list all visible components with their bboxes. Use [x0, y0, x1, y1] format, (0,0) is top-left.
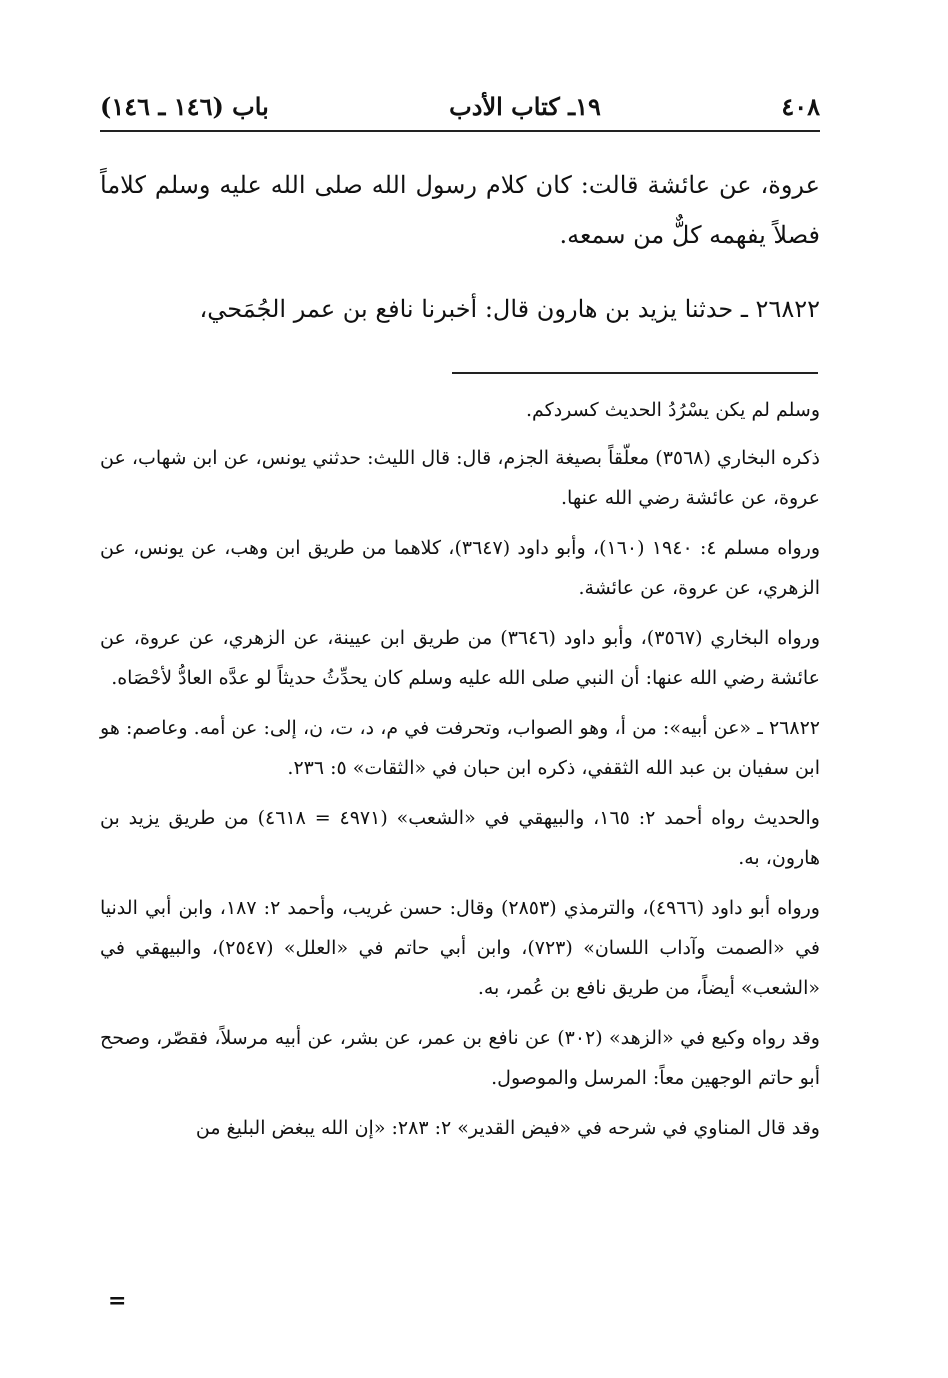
footnote-line: ورواه البخاري (٣٥٦٧)، وأبو داود (٣٦٤٦) من طريق ابن عيينة، عن الزهري، عن عروة، عن عائشة رضي الله عنها: أن النبي صلى الله عليه وسلم كان يحدِّثُ حديثاً لو عدَّه العادُّ لأحْصَاه. — [100, 627, 821, 689]
page-number: ٤٠٨ — [781, 91, 820, 121]
main-paragraph: عروة، عن عائشة قالت: كان كلام رسول الله صلى الله عليه وسلم كلاماً فصلاً يفهمه كلٌّ من سمعه. — [100, 171, 820, 249]
continuation-mark: = — [108, 1288, 127, 1314]
footnotes — [100, 390, 820, 1158]
footnote-line: وقد قال المناوي في شرحه في «فيض القدير» ٢: ٢٨٣: «إن الله يبغض البليغ من — [195, 1117, 820, 1139]
section-range: باب (١٤٦ ـ ١٤٦) — [100, 91, 269, 121]
footnote-line: وسلم لم يكن يسْرُدُ الحديث كسردكم. — [525, 399, 820, 421]
footnote-divider — [452, 372, 818, 374]
footnote-line: وقد رواه وكيع في «الزهد» (٣٠٢) عن نافع بن عمر، عن بشر، عن أبيه مرسلاً، فقصّر، وصحح أبو حاتم الوجهين معاً: المرسل والموصول. — [100, 1027, 820, 1089]
footnote-line: ورواه أبو داود (٤٩٦٦)، والترمذي (٢٨٥٣) وقال: حسن غريب، وأحمد ٢: ١٨٧، وابن أبي الدنيا في «الصمت وآداب اللسان» (٧٢٣)، وابن أبي حاتم في «العلل» (٢٥٤٧)، والبيهقي في «الشعب» أيضاً، من طريق نافع بن عُمر، به. — [100, 897, 820, 999]
footnote-line: ورواه مسلم ٤: ١٩٤٠ (١٦٠)، وأبو داود (٣٦٤٧)، كلاهما من طريق ابن وهب، عن يونس، عن الزهري، عن عروة، عن عائشة. — [100, 537, 820, 599]
main-text — [100, 160, 820, 334]
page-header — [100, 86, 820, 126]
header-divider — [100, 130, 820, 132]
footnote-line: ذكره البخاري (٣٥٦٨) معلّقاً بصيغة الجزم، قال: قال الليث: حدثني يونس، عن ابن شهاب، عن عروة، عن عائشة رضي الله عنها. — [100, 447, 820, 509]
hadith-26822: ٢٦٨٢٢ ـ حدثنا يزيد بن هارون قال: أخبرنا نافع بن عمر الجُمَحي، — [199, 295, 820, 323]
footnote-line: والحديث رواه أحمد ٢: ١٦٥، والبيهقي في «الشعب» (٤٩٧١ = ٤٦١٨) من طريق يزيد بن هارون، به. — [100, 807, 820, 869]
chapter-title: ١٩ـ كتاب الأدب — [449, 91, 601, 121]
footnote-line: ٢٦٨٢٢ ـ «عن أبيه»: من أ، وهو الصواب، وتحرفت في م، د، ت، ن، إلى: عن أمه. وعاصم: هو ابن سفيان بن عبد الله الثقفي، ذكره ابن حبان في «الثقات» ٥: ٢٣٦. — [100, 717, 820, 779]
